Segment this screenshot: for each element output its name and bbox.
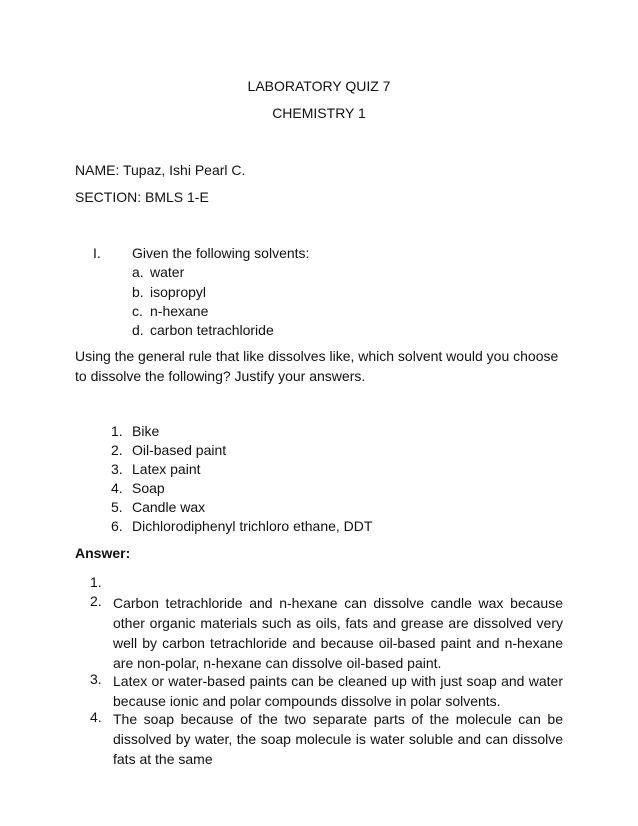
question-item [111, 442, 226, 458]
student-section: SECTION: BMLS 1-E [75, 189, 209, 205]
course-title: CHEMISTRY 1 [272, 105, 366, 121]
answer-number: 4. [90, 709, 102, 725]
question-text: Oil-based paint [132, 442, 227, 458]
question-item [111, 461, 201, 477]
question-text: Candle wax [132, 499, 206, 515]
question-text: Dichlorodiphenyl trichloro ethane, DDT [132, 518, 373, 534]
question-item [111, 480, 165, 496]
solvent-label: b. [132, 284, 144, 300]
solvent-text: water [150, 264, 185, 280]
answer-text: Latex or water-based paints can be cleaned up with just soap and water because ionic and polar compounds dissolve in polar solvents. [113, 673, 563, 709]
solvent-item [132, 284, 206, 300]
solvent-text: isopropyl [150, 284, 207, 300]
question-text: Latex paint [132, 461, 201, 477]
answer-heading: Answer: [75, 545, 131, 561]
question-item [111, 423, 159, 439]
answer-number: 1. [90, 574, 102, 590]
answer-text: The soap because of the two separate parts of the molecule can be dissolved by water, the soap molecule is water soluble and can dissolve fats at the same [113, 711, 563, 767]
part-number: I. [93, 245, 101, 261]
solvent-item [132, 303, 208, 319]
part-prompt: Given the following solvents: [132, 245, 310, 261]
question-text: Soap [132, 480, 165, 496]
question-number: 6. [111, 518, 123, 534]
question-number: 3. [111, 461, 123, 477]
solvent-label: c. [132, 303, 143, 319]
solvent-item [132, 264, 184, 280]
answer-number: 2. [90, 593, 102, 609]
instruction-paragraph: Using the general rule that like dissolves like, which solvent would you choose to dissolve the following? Justify your answers. [75, 348, 559, 384]
question-item [111, 518, 372, 534]
question-text: Bike [132, 423, 160, 439]
solvent-label: d. [132, 322, 144, 338]
solvent-text: n-hexane [150, 303, 209, 319]
question-item [111, 499, 205, 515]
solvent-item [132, 322, 274, 338]
question-number: 1. [111, 423, 123, 439]
solvent-text: carbon tetrachloride [150, 322, 274, 338]
quiz-title: LABORATORY QUIZ 7 [247, 78, 391, 94]
solvent-label: a. [132, 264, 144, 280]
answer-number: 3. [90, 671, 102, 687]
student-name: NAME: Tupaz, Ishi Pearl C. [75, 162, 246, 178]
question-number: 4. [111, 480, 123, 496]
question-number: 5. [111, 499, 123, 515]
answer-text: Carbon tetrachloride and n-hexane can dissolve candle wax because other organic materials such as oils, fats and grease are dissolved very well by carbon tetrachloride and because oil-based paint and n-hexane are non-polar, n-hexane can dissolve oil-based paint. [113, 595, 563, 671]
question-number: 2. [111, 442, 123, 458]
